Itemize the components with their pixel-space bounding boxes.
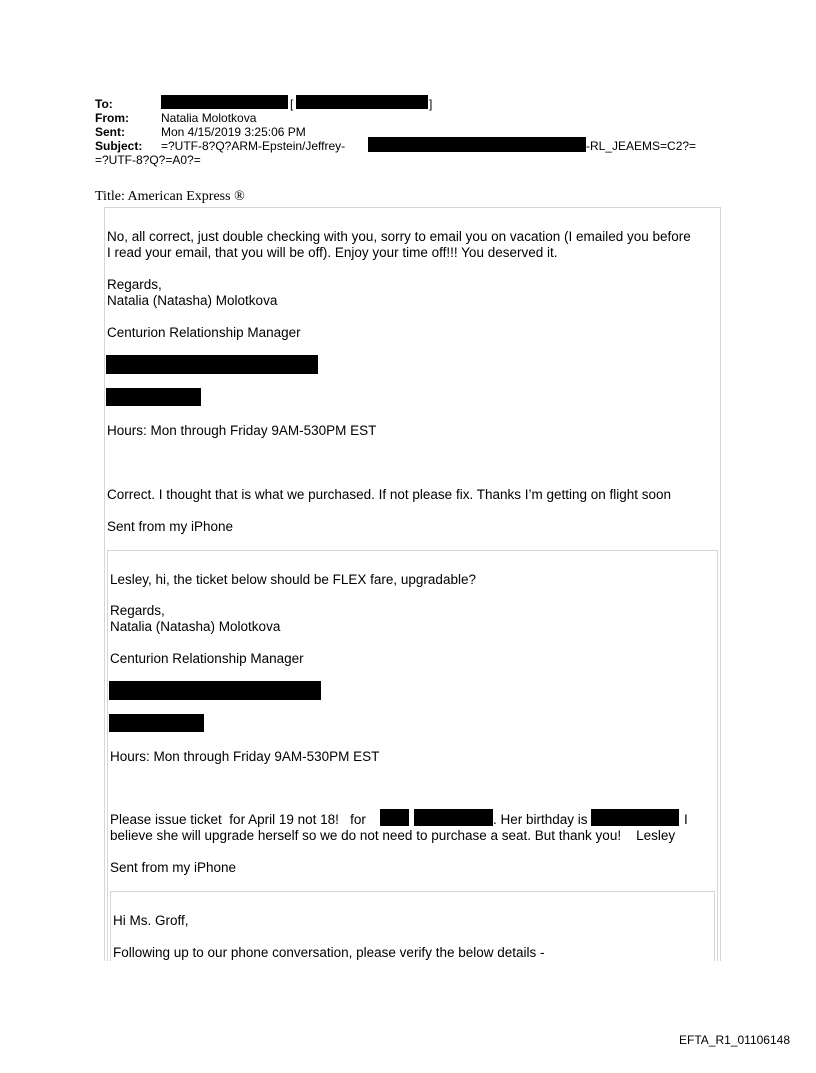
redaction-block [296,95,428,109]
from-value: Natalia Molotkova [161,111,257,125]
subject-value-part2: -RL_JEAEMS=C2?= [586,139,697,153]
redaction-block [109,681,321,700]
reply2-text-c: I [684,812,688,827]
redaction-block [161,95,288,109]
message1-body-line1: No, all correct, just double checking with you, sorry to email you on vacation (I emailed you before [107,229,691,244]
from-label: From: [95,111,129,125]
reply2-text-a: Please issue ticket for April 19 not 18! for [110,812,366,827]
message3-body: Following up to our phone conversation, please verify the below details - [113,945,545,960]
message1-regards: Regards, [107,277,162,292]
redaction-block [380,809,409,826]
message1-body-line2: I read your email, that you will be off). Enjoy your time off!!! You deserved it. [107,245,558,260]
sent-label: Sent: [95,125,125,139]
redaction-block [414,809,493,826]
reply1-text: Correct. I thought that is what we purchased. If not please fix. Thanks I’m getting on flight soon [107,487,672,502]
email-title: Title: American Express ® [95,189,245,204]
reply2-text-line2: believe she will upgrade herself so we do not need to purchase a seat. But thank you! Lesley [110,828,676,843]
sent-value: Mon 4/15/2019 3:25:06 PM [161,125,306,139]
redaction-block [106,355,318,374]
subject-value-line2: =?UTF-8?Q?=A0?= [95,153,201,167]
message2-hours: Hours: Mon through Friday 9AM-530PM EST [110,749,380,764]
message1-hours: Hours: Mon through Friday 9AM-530PM EST [107,423,377,438]
redaction-block [591,809,679,826]
redaction-block [109,714,204,732]
subject-label: Subject: [95,139,143,153]
message2-sender-name: Natalia (Natasha) Molotkova [110,619,281,634]
reply1-sent-from: Sent from my iPhone [107,519,234,534]
message1-sender-name: Natalia (Natasha) Molotkova [107,293,278,308]
to-bracket-open: [ [290,97,294,111]
reply2-sent-from: Sent from my iPhone [110,860,237,875]
document-id: EFTA_R1_01106148 [679,1033,790,1047]
message2-body: Lesley, hi, the ticket below should be FLEX fare, upgradable? [110,572,476,587]
message1-sender-role: Centurion Relationship Manager [107,325,301,340]
message2-regards: Regards, [110,603,165,618]
to-label: To: [95,97,113,111]
redaction-block [368,137,586,152]
message2-sender-role: Centurion Relationship Manager [110,651,304,666]
email-header [95,98,735,168]
message3-greeting: Hi Ms. Groff, [113,913,189,928]
subject-value-part1: =?UTF-8?Q?ARM-Epstein/Jeffrey- [161,139,346,153]
redaction-block [106,388,201,406]
reply2-text-b: . Her birthday is [493,812,588,827]
to-bracket-close: ] [429,97,433,111]
